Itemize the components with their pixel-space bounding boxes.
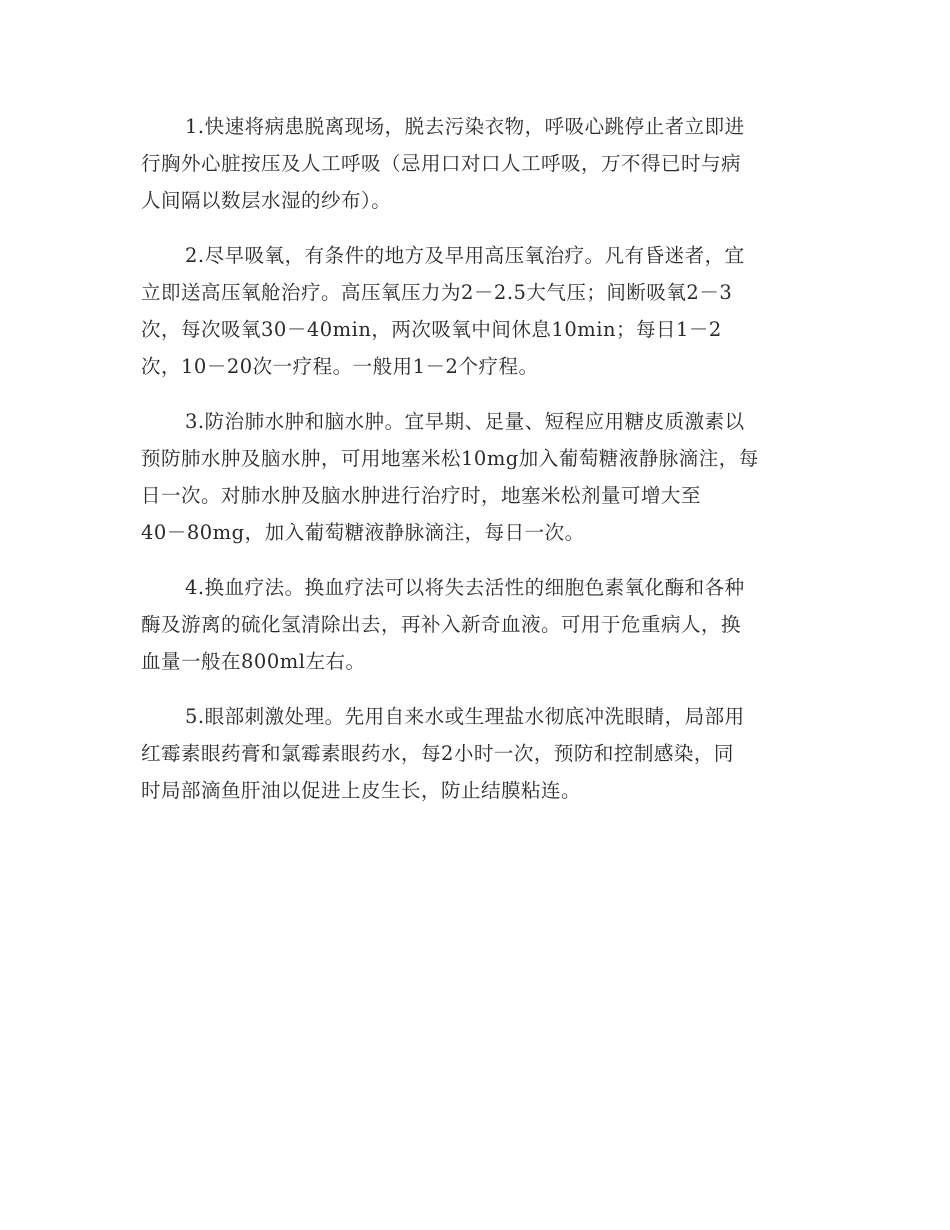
- paragraph-3: [141, 403, 803, 551]
- paragraph-line: 40－80mg，加入葡萄糖液静脉滴注，每日一次。: [141, 521, 585, 544]
- paragraph-1: [141, 108, 803, 219]
- paragraph-2: [141, 237, 803, 385]
- paragraph-5: [141, 698, 803, 809]
- paragraph-line: 预防肺水肿及脑水肿，可用地塞米松10mg加入葡萄糖液静脉滴注，每: [141, 447, 759, 470]
- paragraph-line: 1.快速将病患脱离现场，脱去污染衣物，呼吸心跳停止者立即进: [185, 115, 745, 138]
- paragraph-line: 行胸外心脏按压及人工呼吸（忌用口对口人工呼吸，万不得已时与病: [141, 152, 742, 175]
- paragraph-line: 4.换血疗法。换血疗法可以将失去活性的细胞色素氧化酶和各种: [185, 576, 745, 599]
- document-body: [141, 108, 803, 827]
- paragraph-line: 时局部滴鱼肝油以促进上皮生长，防止结膜粘连。: [141, 779, 582, 802]
- paragraph-line: 次，10－20次一疗程。一般用1－2个疗程。: [141, 355, 539, 378]
- paragraph-line: 5.眼部刺激处理。先用自来水或生理盐水彻底冲洗眼睛，局部用: [185, 705, 745, 728]
- paragraph-line: 红霉素眼药膏和氯霉素眼药水，每2小时一次，预防和控制感染，同: [141, 742, 734, 765]
- paragraph-4: [141, 569, 803, 680]
- paragraph-line: 2.尽早吸氧，有条件的地方及早用高压氧治疗。凡有昏迷者，宜: [185, 244, 745, 267]
- paragraph-line: 立即送高压氧舱治疗。高压氧压力为2－2.5大气压；间断吸氧2－3: [141, 281, 733, 304]
- paragraph-line: 人间隔以数层水湿的纱布）。: [141, 189, 392, 212]
- paragraph-line: 日一次。对肺水肿及脑水肿进行治疗时，地塞米松剂量可增大至: [141, 484, 702, 507]
- paragraph-line: 血量一般在800ml左右。: [141, 650, 366, 673]
- paragraph-line: 次，每次吸氧30－40min，两次吸氧中间休息10min；每日1－2: [141, 318, 722, 341]
- paragraph-line: 酶及游离的硫化氢清除出去，再补入新奇血液。可用于危重病人，换: [141, 613, 742, 636]
- paragraph-line: 3.防治肺水肿和脑水肿。宜早期、足量、短程应用糖皮质激素以: [185, 410, 745, 433]
